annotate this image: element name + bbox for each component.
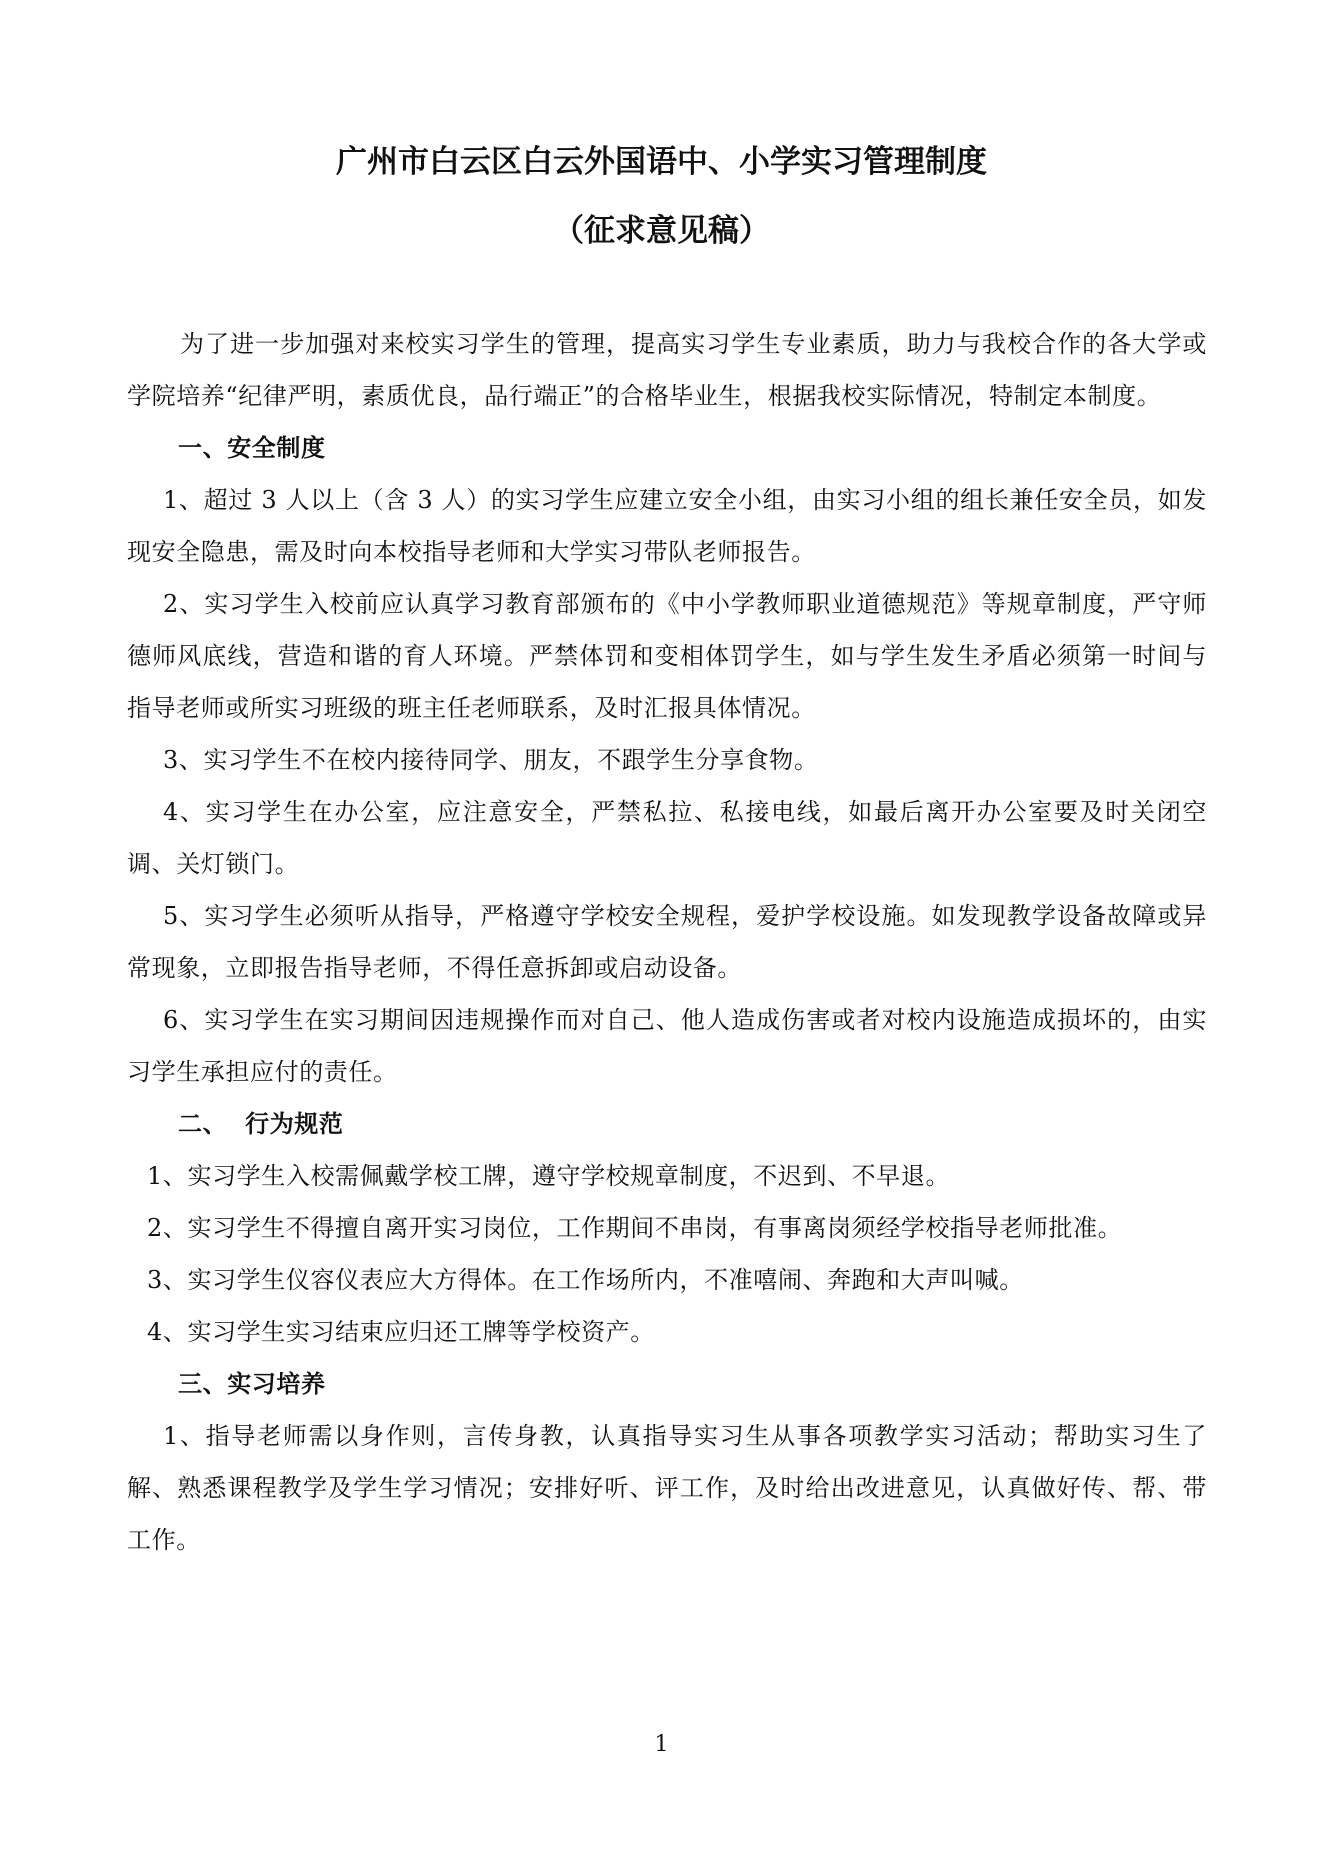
document-body: [127, 318, 1207, 1566]
intro-paragraph: 为了进一步加强对来校实习学生的管理，提高实习学生专业素质，助力与我校合作的各大学或学院培养“纪律严明，素质优良，品行端正”的合格毕业生，根据我校实际情况，特制定本制度。: [127, 330, 1207, 410]
section-heading-safety: 一、安全制度: [178, 434, 326, 462]
safety-item-1: 1、超过 3 人以上（含 3 人）的实习学生应建立安全小组，由实习小组的组长兼任安全员，如发现安全隐患，需及时向本校指导老师和大学实习带队老师报告。: [127, 486, 1207, 566]
section-heading-training: 三、实习培养: [178, 1370, 326, 1398]
training-item-1: 1、指导老师需以身作则，言传身教，认真指导实习生从事各项教学实习活动；帮助实习生了解、熟悉课程教学及学生学习情况；安排好听、评工作，及时给出改进意见，认真做好传、帮、带工作。: [127, 1422, 1207, 1554]
conduct-item-4: 4、实习学生实习结束应归还工牌等学校资产。: [147, 1318, 655, 1346]
safety-item-5: 5、实习学生必须听从指导，严格遵守学校安全规程，爱护学校设施。如发现教学设备故障或异常现象，立即报告指导老师，不得任意拆卸或启动设备。: [127, 902, 1207, 982]
safety-item-4: 4、实习学生在办公室，应注意安全，严禁私拉、私接电线，如最后离开办公室要及时关闭空调、关灯锁门。: [127, 798, 1207, 878]
safety-item-3: 3、实习学生不在校内接待同学、朋友，不跟学生分享食物。: [163, 746, 819, 774]
safety-item-2: 2、实习学生入校前应认真学习教育部颁布的《中小学教师职业道德规范》等规章制度，严守师德师风底线，营造和谐的育人环境。严禁体罚和变相体罚学生，如与学生发生矛盾必须第一时间与指导老师或所实习班级的班主任老师联系，及时汇报具体情况。: [127, 590, 1207, 722]
conduct-item-3: 3、实习学生仪容仪表应大方得体。在工作场所内，不准嘻闹、奔跑和大声叫喊。: [147, 1266, 1024, 1294]
document-subtitle: （征求意见稿）: [553, 213, 770, 249]
conduct-item-1: 1、实习学生入校需佩戴学校工牌，遵守学校规章制度，不迟到、不早退。: [147, 1162, 951, 1190]
page-number: 1: [654, 1732, 669, 1757]
conduct-item-2: 2、实习学生不得擅自离开实习岗位，工作期间不串岗，有事离岗须经学校指导老师批准。: [147, 1214, 1123, 1242]
section-heading-conduct: 二、 行为规范: [178, 1110, 344, 1138]
document-title: 广州市白云区白云外国语中、小学实习管理制度: [336, 144, 987, 180]
safety-item-6: 6、实习学生在实习期间因违规操作而对自己、他人造成伤害或者对校内设施造成损坏的，由实习学生承担应付的责任。: [127, 1006, 1207, 1086]
